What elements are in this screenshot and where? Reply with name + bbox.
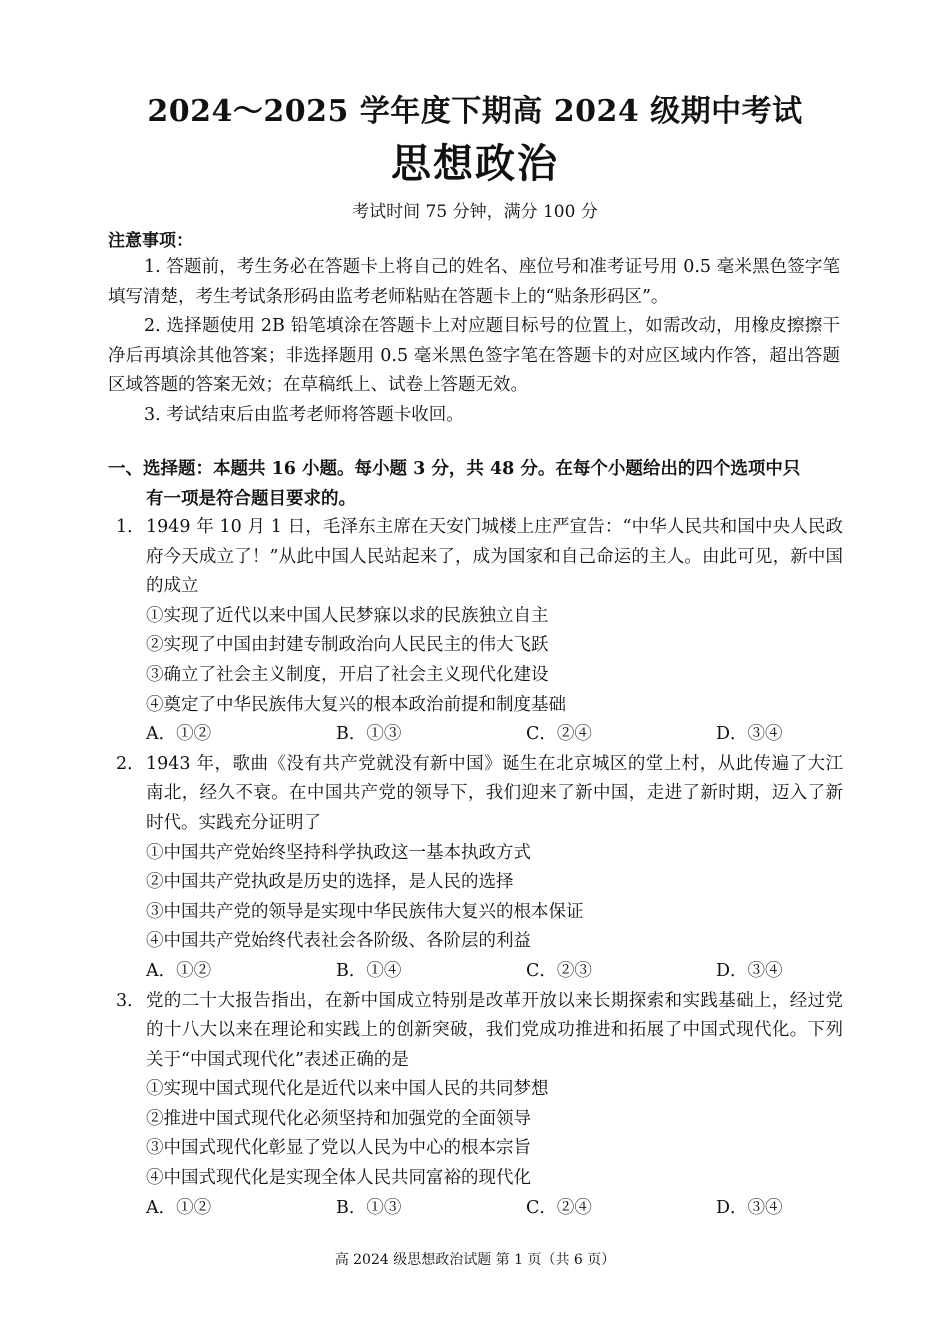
statement: ②推进中国式现代化必须坚持和加强党的全面领导: [146, 1108, 531, 1129]
section-heading: [108, 454, 843, 514]
subject-title: 思想政治: [391, 140, 559, 187]
choice-a: A．①②: [146, 724, 212, 745]
choice-b: B．①③: [336, 1197, 402, 1218]
section-heading-line1: 一、选择题：本题共 16 小题。每小题 3 分，共 48 分。在每个小题给出的四个选项中只: [108, 459, 801, 479]
question-1: [116, 513, 843, 750]
note-item: 2. 选择题使用 2B 铅笔填涂在答题卡上对应题目标号的位置上，如需改动，用橡皮擦擦干净后再填涂其他答案；非选择题用 0.5 毫米黑色签字笔在答题卡的对应区域内作答，超出答题区域答题的答案无效；在草稿纸上、试卷上答题无效。: [108, 316, 840, 395]
choice-row: [146, 957, 843, 987]
statement: ③中国式现代化彰显了党以人民为中心的根本宗旨: [146, 1138, 531, 1159]
statement: ③确立了社会主义制度，开启了社会主义现代化建设: [146, 664, 549, 685]
question-list: [116, 513, 843, 1223]
section-heading-line2: 有一项是符合题目要求的。: [146, 489, 356, 509]
choice-c: C．②④: [526, 1197, 592, 1218]
exam-info: 考试时间 75 分钟，满分 100 分: [352, 202, 598, 222]
choice-d: D．③④: [716, 1197, 783, 1218]
statement: ③中国共产党的领导是实现中华民族伟大复兴的根本保证: [146, 901, 584, 922]
choice-c: C．②④: [526, 724, 592, 745]
statement: ④中国式现代化是实现全体人民共同富裕的现代化: [146, 1168, 531, 1189]
question-stem: 1943 年，歌曲《没有共产党就没有新中国》诞生在北京城区的堂上村，从此传遍了大江南北，经久不衰。在中国共产党的领导下，我们迎来了新中国，走进了新时期，迈入了新时代。实践充分证明了: [146, 753, 843, 833]
question-stem: 党的二十大报告指出，在新中国成立特别是改革开放以来长期探索和实践基础上，经过党的十八大以来在理论和实践上的创新突破，我们党成功推进和拓展了中国式现代化。下列关于“中国式现代化”表述正确的是: [146, 990, 843, 1070]
choice-a: A．①②: [146, 960, 212, 981]
statement: ④中国共产党始终代表社会各阶级、各阶层的利益: [146, 931, 531, 952]
choice-c: C．②③: [526, 960, 592, 981]
question-3: [116, 987, 843, 1224]
choice-d: D．③④: [716, 724, 783, 745]
choice-a: A．①②: [146, 1197, 212, 1218]
question-number: 2．: [116, 753, 145, 774]
statement: ④奠定了中华民族伟大复兴的根本政治前提和制度基础: [146, 694, 566, 715]
statement: ②实现了中国由封建专制政治向人民民主的伟大飞跃: [146, 635, 549, 656]
choice-d: D．③④: [716, 960, 783, 981]
statement: ②中国共产党执政是历史的选择，是人民的选择: [146, 872, 514, 893]
choice-b: B．①④: [336, 960, 402, 981]
notes-heading: 注意事项：: [108, 231, 193, 251]
statement: ①中国共产党始终坚持科学执政这一基本执政方式: [146, 842, 531, 863]
statement: ①实现中国式现代化是近代以来中国人民的共同梦想: [146, 1079, 549, 1100]
exam-title: 2024～2025 学年度下期高 2024 级期中考试: [147, 94, 803, 129]
notes-list: [108, 253, 840, 430]
question-stem: 1949 年 10 月 1 日，毛泽东主席在天安门城楼上庄严宣告：“中华人民共和国中央人民政府今天成立了！”从此中国人民站起来了，成为国家和自己命运的主人。由此可见，新中国的成立: [146, 517, 843, 597]
choice-row: [146, 1194, 843, 1224]
note-item: 1. 答题前，考生务必在答题卡上将自己的姓名、座位号和准考证号用 0.5 毫米黑色签字笔填写清楚，考生考试条形码由监考老师粘贴在答题卡上的“贴条形码区”。: [108, 257, 840, 307]
choice-b: B．①③: [336, 724, 402, 745]
question-number: 1．: [116, 517, 145, 537]
page-footer: 高 2024 级思想政治试题 第 1 页（共 6 页）: [334, 1252, 616, 1268]
choice-row: [146, 720, 843, 750]
statement: ①实现了近代以来中国人民梦寐以求的民族独立自主: [146, 605, 549, 626]
question-number: 3．: [116, 990, 145, 1011]
note-item: 3. 考试结束后由监考老师将答题卡收回。: [144, 404, 464, 425]
question-2: [116, 750, 843, 987]
